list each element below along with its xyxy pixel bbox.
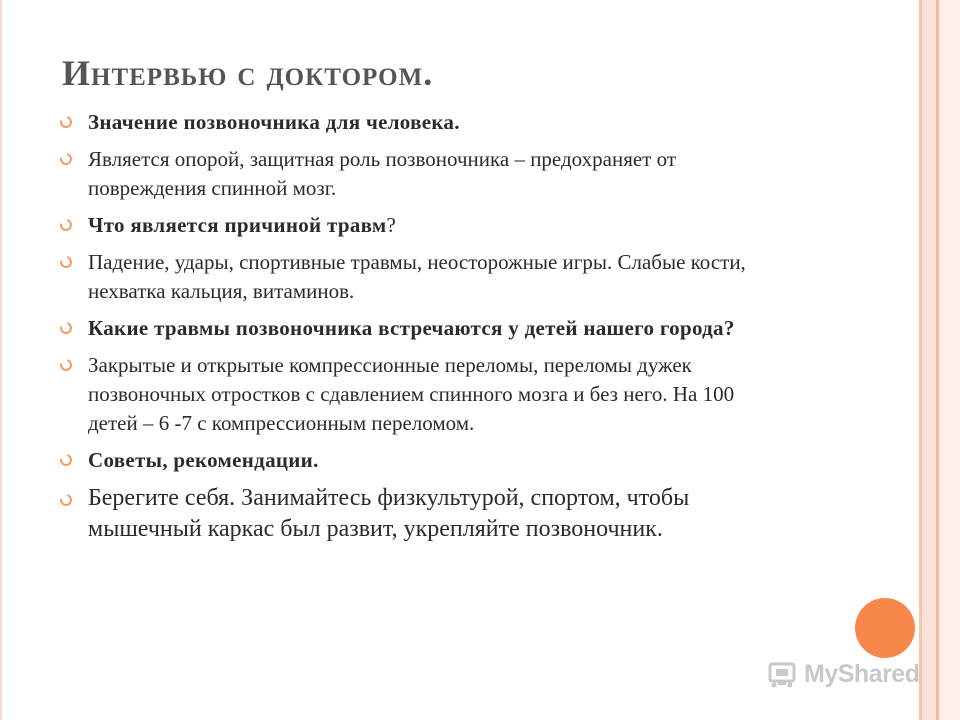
item-text: Берегите себя. Занимайтесь физкультурой, спортом, чтобы мышечный каркас был развит, укрепляйте позвоночник. bbox=[88, 485, 690, 542]
bullet-icon bbox=[58, 151, 74, 167]
item-text: Значение позвоночника для человека. bbox=[88, 110, 460, 134]
list-item bbox=[60, 248, 750, 306]
item-suffix: ? bbox=[386, 213, 397, 237]
bullet-list bbox=[60, 108, 750, 553]
bullet-icon bbox=[58, 114, 74, 130]
bullet-icon bbox=[58, 452, 74, 468]
watermark-text: MyShared bbox=[804, 659, 920, 688]
item-text: Какие травмы позвоночника встречаются у детей нашего города? bbox=[88, 316, 735, 340]
bullet-icon bbox=[58, 492, 74, 508]
slide-title: Интервью с доктором. bbox=[62, 53, 434, 93]
list-item bbox=[60, 483, 750, 545]
list-item bbox=[60, 108, 750, 137]
bullet-icon bbox=[58, 254, 74, 270]
right-border-edge bbox=[939, 0, 960, 720]
list-item bbox=[60, 211, 750, 240]
list-item bbox=[60, 446, 750, 475]
list-item bbox=[60, 351, 750, 438]
item-text: Что является причиной травм bbox=[88, 213, 387, 237]
item-text: Советы, рекомендации. bbox=[88, 448, 319, 472]
decorative-circle bbox=[855, 598, 915, 658]
myshared-logo-icon bbox=[768, 660, 798, 688]
item-text: Является опорой, защитная роль позвоночника – предохраняет от повреждения спинной мозг. bbox=[88, 147, 676, 200]
left-border bbox=[0, 0, 2, 720]
list-item bbox=[60, 314, 750, 343]
bullet-icon bbox=[58, 217, 74, 233]
bullet-icon bbox=[58, 320, 74, 336]
bullet-icon bbox=[58, 357, 74, 373]
item-text: Падение, удары, спортивные травмы, неосторожные игры. Слабые кости, нехватка кальция, витаминов. bbox=[88, 250, 746, 303]
watermark[interactable] bbox=[768, 657, 919, 691]
list-item bbox=[60, 145, 750, 203]
right-border-band bbox=[922, 0, 936, 720]
item-text: Закрытые и открытые компрессионные переломы, переломы дужек позвоночных отростков с сдавлением спинного мозга и без него. На 100 детей – 6 -7 с компрессионным переломом. bbox=[88, 353, 735, 435]
